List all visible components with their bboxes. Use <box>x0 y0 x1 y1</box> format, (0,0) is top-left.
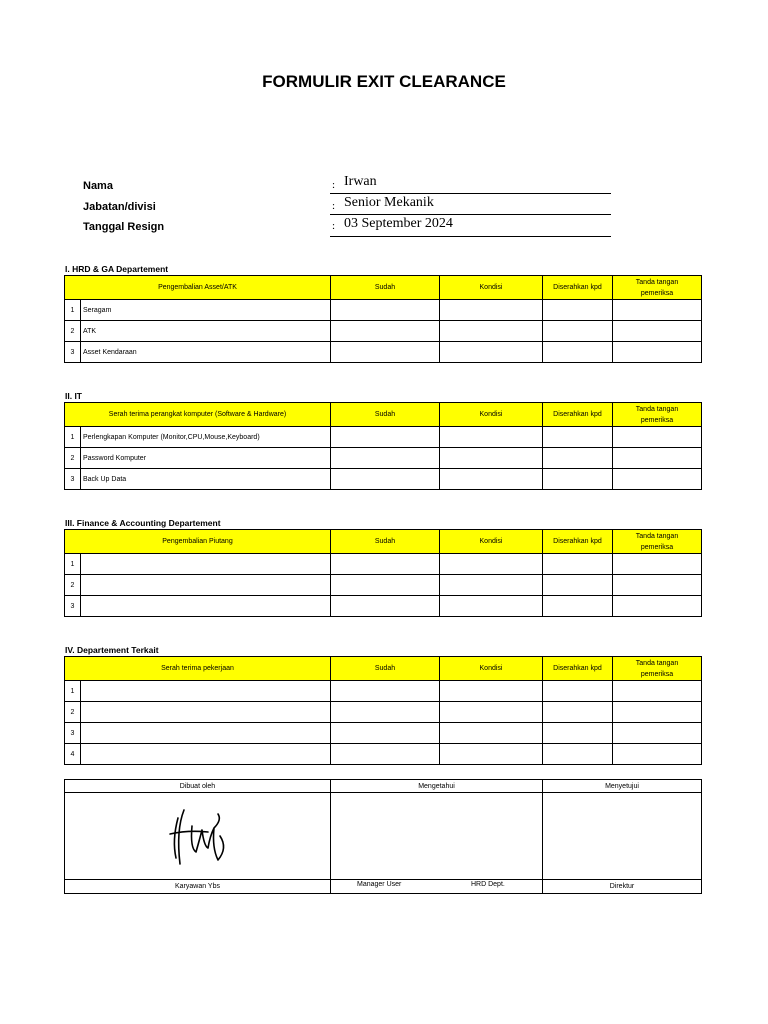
position-colon: : <box>332 200 336 212</box>
cell-kondisi[interactable] <box>440 723 543 744</box>
ttd-label-2: pemeriksa <box>640 416 674 424</box>
signature-footer-row <box>65 880 702 894</box>
column-header-item: Serah terima perangkat komputer (Software & Hardware) <box>65 403 331 427</box>
cell-sudah[interactable] <box>331 321 440 342</box>
row-number: 2 <box>65 702 81 723</box>
ttd-label-1: Tanda tangan <box>635 278 679 286</box>
column-header-sudah: Sudah <box>331 276 440 300</box>
cell-diserahkan[interactable] <box>543 469 613 490</box>
cell-kondisi[interactable] <box>440 342 543 363</box>
column-header-kondisi: Kondisi <box>440 403 543 427</box>
ttd-label-2: pemeriksa <box>640 289 674 297</box>
cell-kondisi[interactable] <box>440 575 543 596</box>
row-number: 3 <box>65 596 81 617</box>
made-by-label: Dibuat oleh <box>65 780 331 793</box>
table-header-row <box>65 403 702 427</box>
column-header-ttd <box>613 403 702 427</box>
position-underline <box>330 214 611 215</box>
cell-ttd[interactable] <box>613 723 702 744</box>
cell-ttd[interactable] <box>613 681 702 702</box>
signature-table <box>64 779 702 894</box>
row-item[interactable] <box>81 575 331 596</box>
cell-ttd[interactable] <box>613 575 702 596</box>
cell-sudah[interactable] <box>331 744 440 765</box>
cell-ttd[interactable] <box>613 448 702 469</box>
column-header-sudah: Sudah <box>331 657 440 681</box>
cell-ttd[interactable] <box>613 596 702 617</box>
cell-diserahkan[interactable] <box>543 342 613 363</box>
row-item: Perlengkapan Komputer (Monitor,CPU,Mouse,Keyboard) <box>81 427 331 448</box>
resign-date-value: 03 September 2024 <box>344 216 453 231</box>
row-number: 3 <box>65 723 81 744</box>
table-row <box>65 427 702 448</box>
signature-header-row <box>65 780 702 793</box>
cell-sudah[interactable] <box>331 427 440 448</box>
position-value: Senior Mekanik <box>344 195 434 210</box>
row-item[interactable] <box>81 596 331 617</box>
resign-date-label: Tanggal Resign <box>83 221 165 233</box>
column-header-kondisi: Kondisi <box>440 276 543 300</box>
column-header-item: Serah terima pekerjaan <box>65 657 331 681</box>
manager-user-label: Manager User <box>357 881 402 888</box>
cell-ttd[interactable] <box>613 300 702 321</box>
row-number: 1 <box>65 300 81 321</box>
table-header-row <box>65 530 702 554</box>
page-title: FORMULIR EXIT CLEARANCE <box>262 72 506 91</box>
approved-signature-box[interactable] <box>543 793 702 880</box>
cell-sudah[interactable] <box>331 300 440 321</box>
table-finance <box>64 529 702 617</box>
row-number: 1 <box>65 681 81 702</box>
table-row <box>65 575 702 596</box>
cell-kondisi[interactable] <box>440 427 543 448</box>
column-header-diserahkan: Diserahkan kpd <box>543 403 613 427</box>
table-row <box>65 300 702 321</box>
employee-label: Karyawan Ybs <box>65 880 331 894</box>
row-item: Seragam <box>81 300 331 321</box>
name-label: Nama <box>83 180 113 192</box>
table-row <box>65 681 702 702</box>
cell-ttd[interactable] <box>613 321 702 342</box>
cell-diserahkan[interactable] <box>543 596 613 617</box>
position-label: Jabatan/divisi <box>83 201 156 213</box>
cell-kondisi[interactable] <box>440 681 543 702</box>
row-number: 3 <box>65 469 81 490</box>
table-row <box>65 744 702 765</box>
ttd-label-2: pemeriksa <box>640 670 674 678</box>
row-number: 4 <box>65 744 81 765</box>
table-row <box>65 596 702 617</box>
ttd-label-1: Tanda tangan <box>635 405 679 413</box>
row-item: Asset Kendaraan <box>81 342 331 363</box>
table-it <box>64 402 702 490</box>
row-number: 1 <box>65 427 81 448</box>
section-title-it: II. IT <box>65 391 82 401</box>
cell-kondisi[interactable] <box>440 300 543 321</box>
table-row <box>65 702 702 723</box>
cell-diserahkan[interactable] <box>543 744 613 765</box>
cell-sudah[interactable] <box>331 469 440 490</box>
table-row <box>65 723 702 744</box>
row-item[interactable] <box>81 744 331 765</box>
row-number: 2 <box>65 321 81 342</box>
row-item: ATK <box>81 321 331 342</box>
hrd-dept-label: HRD Dept. <box>471 881 505 888</box>
cell-kondisi[interactable] <box>440 702 543 723</box>
row-item[interactable] <box>81 702 331 723</box>
row-item[interactable] <box>81 554 331 575</box>
cell-diserahkan[interactable] <box>543 575 613 596</box>
cell-kondisi[interactable] <box>440 596 543 617</box>
cell-ttd[interactable] <box>613 342 702 363</box>
row-number: 1 <box>65 554 81 575</box>
ttd-label-1: Tanda tangan <box>635 532 679 540</box>
cell-ttd[interactable] <box>613 554 702 575</box>
cell-kondisi[interactable] <box>440 321 543 342</box>
cell-diserahkan[interactable] <box>543 321 613 342</box>
column-header-diserahkan: Diserahkan kpd <box>543 276 613 300</box>
cell-ttd[interactable] <box>613 744 702 765</box>
cell-diserahkan[interactable] <box>543 702 613 723</box>
name-value: Irwan <box>344 174 377 189</box>
row-number: 2 <box>65 448 81 469</box>
row-number: 2 <box>65 575 81 596</box>
cell-sudah[interactable] <box>331 448 440 469</box>
cell-sudah[interactable] <box>331 575 440 596</box>
ttd-label-1: Tanda tangan <box>635 659 679 667</box>
signature-area-row <box>65 793 702 880</box>
employee-signature-box[interactable] <box>65 793 331 880</box>
table-row <box>65 342 702 363</box>
column-header-kondisi: Kondisi <box>440 530 543 554</box>
cell-sudah[interactable] <box>331 723 440 744</box>
table-header-row <box>65 657 702 681</box>
section-title-finance: III. Finance & Accounting Departement <box>65 518 221 528</box>
ttd-label-2: pemeriksa <box>640 543 674 551</box>
column-header-ttd <box>613 276 702 300</box>
column-header-item: Pengembalian Asset/ATK <box>65 276 331 300</box>
column-header-sudah: Sudah <box>331 530 440 554</box>
table-row <box>65 554 702 575</box>
acknowledged-signature-box[interactable] <box>331 793 543 880</box>
row-item: Back Up Data <box>81 469 331 490</box>
cell-sudah[interactable] <box>331 596 440 617</box>
cell-sudah[interactable] <box>331 681 440 702</box>
cell-ttd[interactable] <box>613 427 702 448</box>
row-item[interactable] <box>81 681 331 702</box>
table-row <box>65 321 702 342</box>
cell-sudah[interactable] <box>331 342 440 363</box>
column-header-ttd <box>613 530 702 554</box>
table-related-dept <box>64 656 702 765</box>
table-hrd <box>64 275 702 363</box>
section-title-related-dept: IV. Departement Terkait <box>65 645 159 655</box>
cell-diserahkan[interactable] <box>543 681 613 702</box>
cell-kondisi[interactable] <box>440 469 543 490</box>
column-header-diserahkan: Diserahkan kpd <box>543 530 613 554</box>
cell-diserahkan[interactable] <box>543 554 613 575</box>
column-header-diserahkan: Diserahkan kpd <box>543 657 613 681</box>
column-header-kondisi: Kondisi <box>440 657 543 681</box>
table-header-row <box>65 276 702 300</box>
cell-ttd[interactable] <box>613 702 702 723</box>
director-label: Direktur <box>543 880 702 894</box>
table-row <box>65 448 702 469</box>
row-item: Password Komputer <box>81 448 331 469</box>
table-row <box>65 469 702 490</box>
cell-diserahkan[interactable] <box>543 448 613 469</box>
cell-kondisi[interactable] <box>440 554 543 575</box>
row-item[interactable] <box>81 723 331 744</box>
resign-date-underline <box>330 236 611 237</box>
column-header-sudah: Sudah <box>331 403 440 427</box>
acknowledged-roles <box>331 880 543 894</box>
column-header-item: Pengembalian Piutang <box>65 530 331 554</box>
row-number: 3 <box>65 342 81 363</box>
name-underline <box>330 193 611 194</box>
cell-ttd[interactable] <box>613 469 702 490</box>
section-title-hrd: I. HRD & GA Departement <box>65 264 169 274</box>
cell-kondisi[interactable] <box>440 744 543 765</box>
acknowledged-label: Mengetahui <box>331 780 543 793</box>
cell-diserahkan[interactable] <box>543 300 613 321</box>
column-header-ttd <box>613 657 702 681</box>
acknowledged-roles-wrap <box>331 880 542 893</box>
cell-diserahkan[interactable] <box>543 427 613 448</box>
name-colon: : <box>332 179 336 191</box>
cell-sudah[interactable] <box>331 554 440 575</box>
approved-label: Menyetujui <box>543 780 702 793</box>
cell-kondisi[interactable] <box>440 448 543 469</box>
cell-diserahkan[interactable] <box>543 723 613 744</box>
handwritten-signature <box>158 800 238 870</box>
cell-sudah[interactable] <box>331 702 440 723</box>
resign-date-colon: : <box>332 220 336 232</box>
